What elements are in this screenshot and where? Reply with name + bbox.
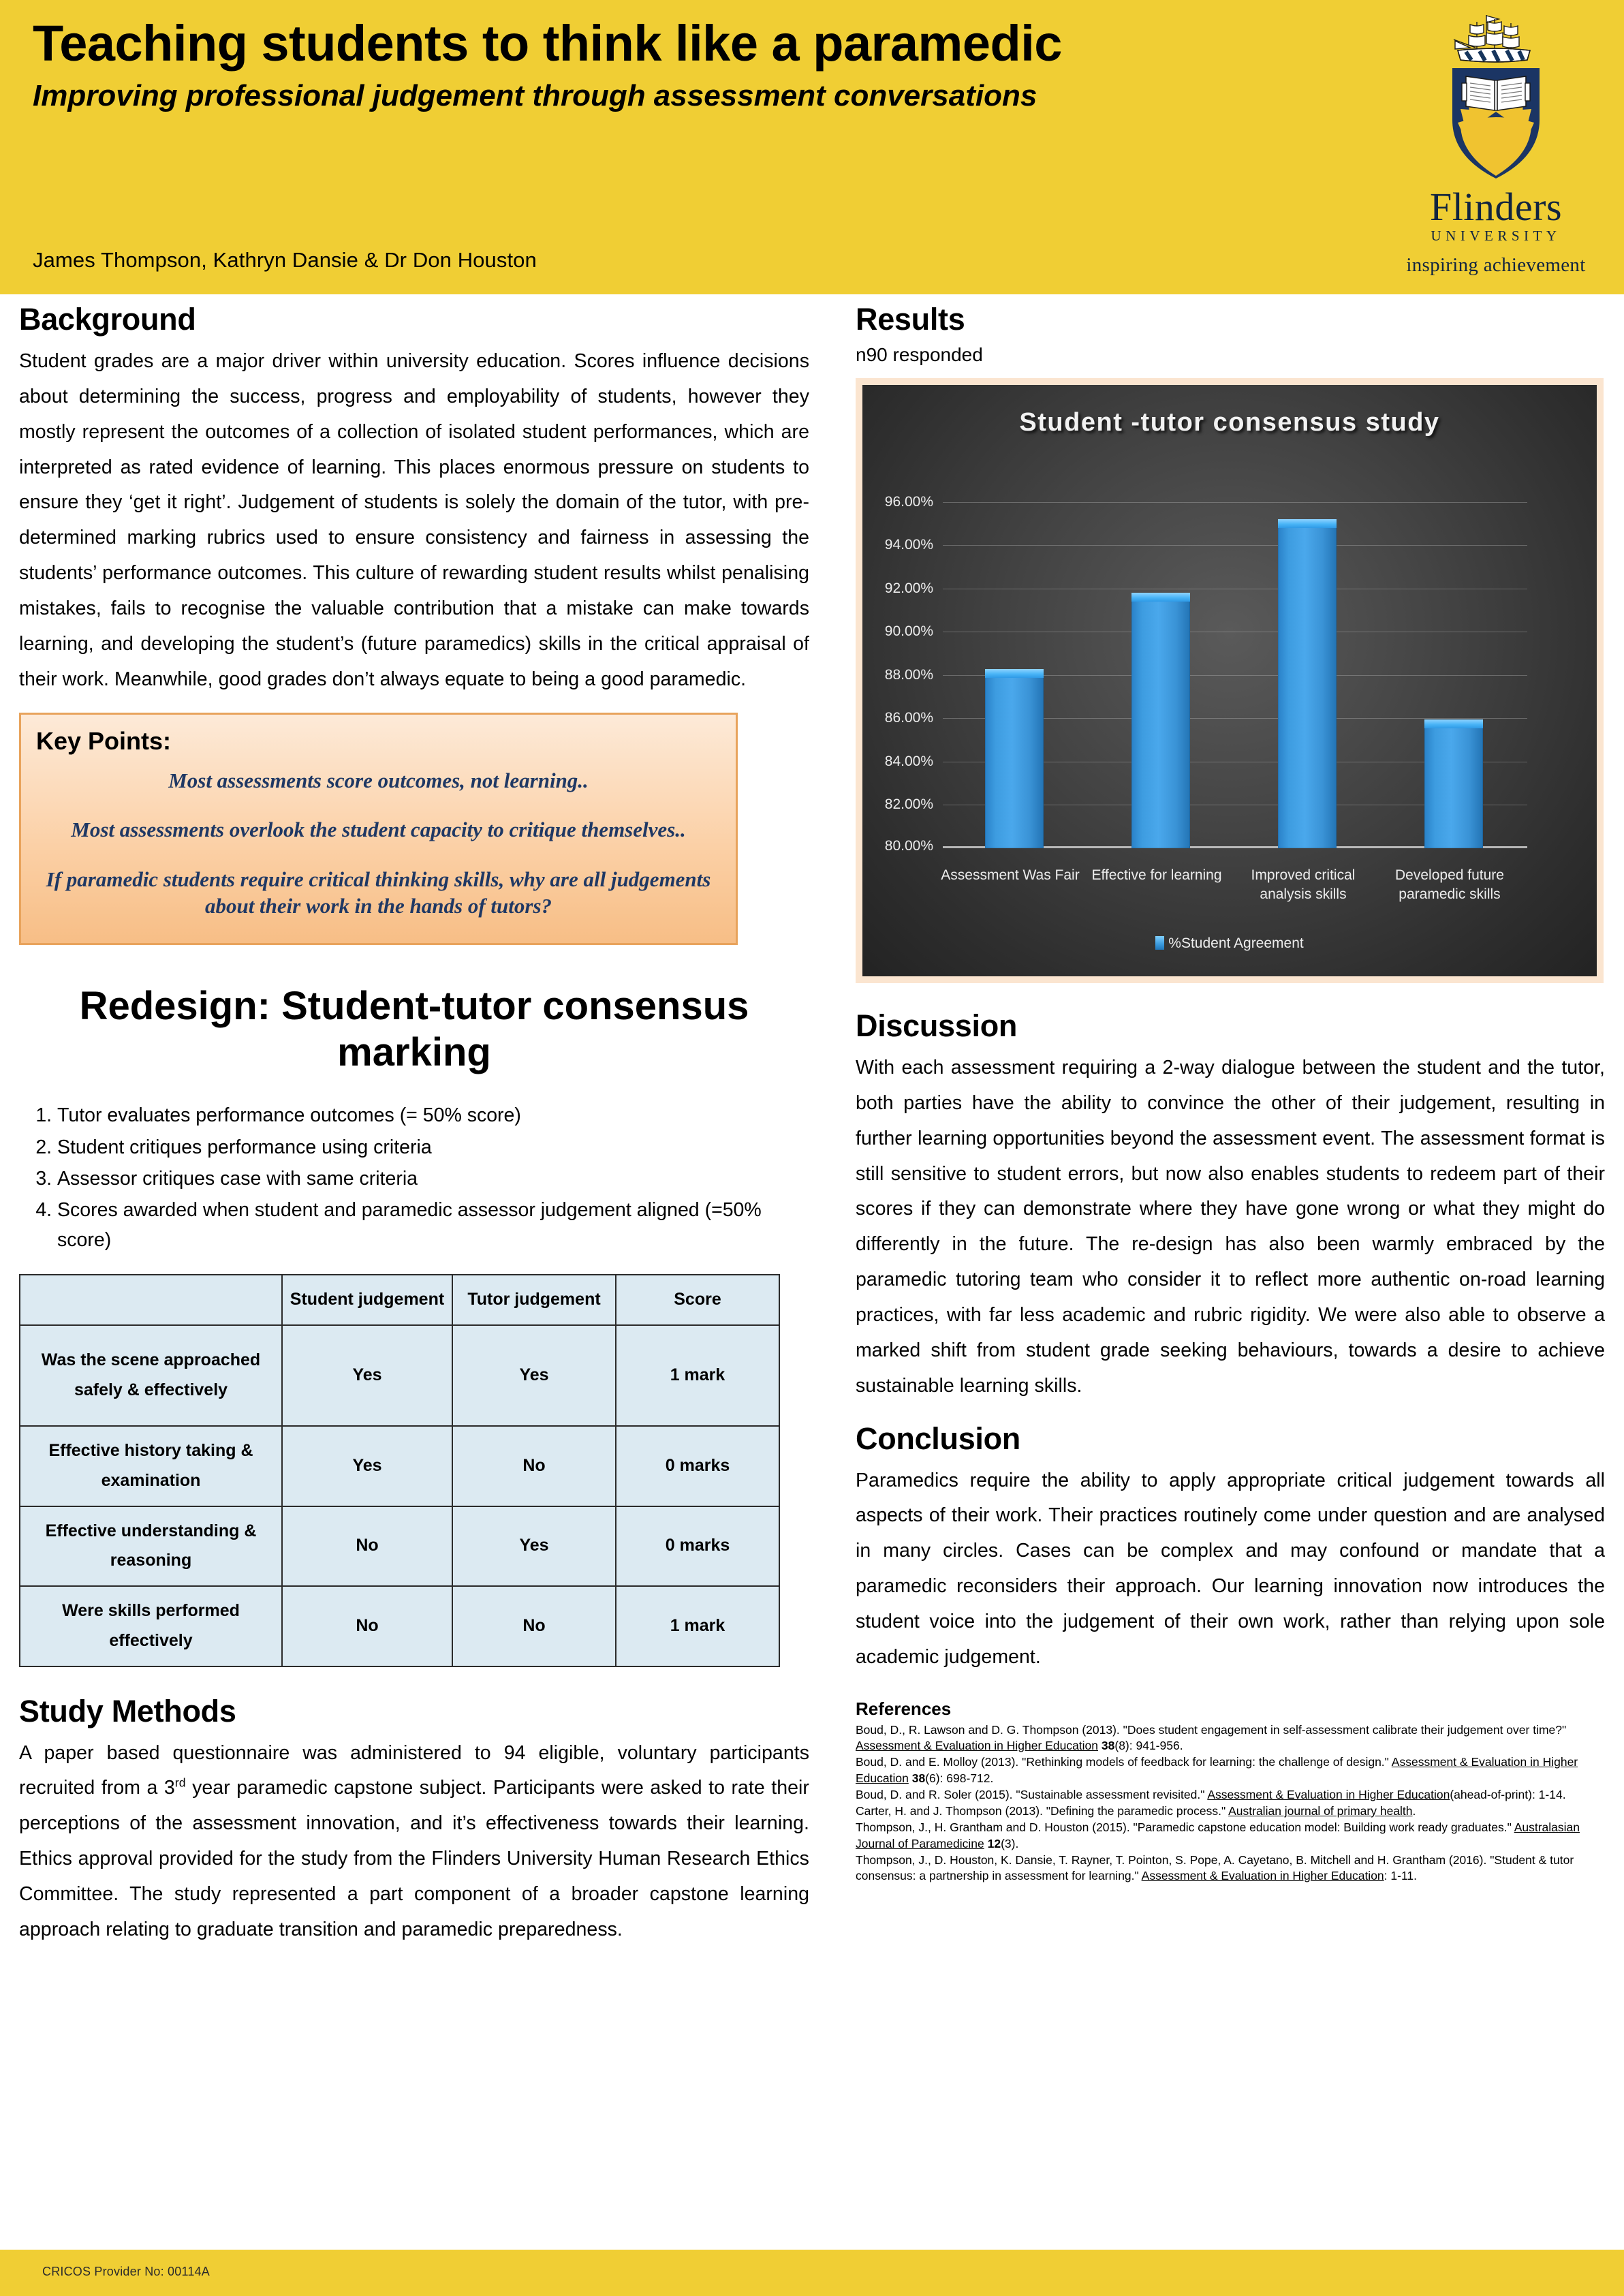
reference-item: Carter, H. and J. Thompson (2013). "Defining the paramedic process." Australian journal of primary health. bbox=[856, 1804, 1416, 1818]
cell-criteria: Effective understanding & reasoning bbox=[20, 1506, 282, 1587]
cell-student-judgement: No bbox=[282, 1506, 452, 1587]
cell-score: 0 marks bbox=[616, 1506, 779, 1587]
cell-score: 1 mark bbox=[616, 1325, 779, 1426]
chart-plot-background bbox=[862, 385, 1597, 976]
y-axis-tick-label: 84.00% bbox=[884, 754, 933, 769]
reference-item: Boud, D. and R. Soler (2015). "Sustainable assessment revisited." Assessment & Evaluation in Higher Education(ahead-of-print): 1-14. bbox=[856, 1787, 1566, 1801]
column-header-tutor-judgement: Tutor judgement bbox=[452, 1275, 616, 1325]
x-axis-tick-label: Improved critical analysis skills bbox=[1251, 867, 1356, 903]
column-header-score: Score bbox=[616, 1275, 779, 1325]
cell-tutor-judgement: Yes bbox=[452, 1506, 616, 1587]
header-text-block bbox=[33, 15, 1368, 114]
author-list: James Thompson, Kathryn Dansie & Dr Don Houston bbox=[33, 248, 537, 272]
references-heading: References bbox=[856, 1698, 952, 1719]
study-methods-heading: Study Methods bbox=[19, 1693, 236, 1728]
right-column bbox=[856, 304, 1605, 1884]
conclusion-text: Paramedics require the ability to apply appropriate critical judgement towards all aspects of their work. Their practices routinely come under question and are analysed in many circles. Cases can be complex and may confound or mandate that a paramedic reconsiders their approach. Our learning innovation now introduces the student voice into the judgement of their own work, rather than relying upon sole academic judgement. bbox=[856, 1469, 1605, 1668]
cell-tutor-judgement: No bbox=[452, 1586, 616, 1666]
references-list bbox=[856, 1722, 1605, 1884]
study-methods-text-part1: A paper based questionnaire was administered to 94 eligible, voluntary participants recruited from a 3 bbox=[19, 1741, 809, 1799]
cricos-provider-text: CRICOS Provider No: 00114A bbox=[42, 2265, 210, 2278]
logo-tagline: inspiring achievement bbox=[1406, 253, 1586, 276]
y-axis-tick-label: 96.00% bbox=[884, 494, 933, 510]
key-point-item: If paramedic students require critical thinking skills, why are all judgements about their work in the hands of tutors? bbox=[46, 867, 711, 918]
key-point-item: Most assessments overlook the student capacity to critique themselves.. bbox=[71, 818, 686, 842]
y-axis-tick-label: 94.00% bbox=[884, 537, 933, 553]
bar-developed-future-paramedic-skills bbox=[1424, 719, 1483, 848]
y-axis-tick-label: 88.00% bbox=[884, 667, 933, 683]
reference-item: Thompson, J., H. Grantham and D. Houston (2015). "Paramedic capstone education model: Building work ready graduates." Australasian Journal of Paramedicine 12(3). bbox=[856, 1820, 1580, 1850]
ordinal-superscript: rd bbox=[174, 1775, 186, 1790]
list-item: 2. Student critiques performance using criteria bbox=[57, 1132, 809, 1162]
x-axis-tick-label: Developed future paramedic skills bbox=[1395, 867, 1504, 903]
study-methods-section bbox=[19, 1693, 809, 1948]
chart-legend bbox=[862, 935, 1597, 952]
table-row bbox=[20, 1426, 779, 1506]
cell-student-judgement: No bbox=[282, 1586, 452, 1666]
cell-student-judgement: Yes bbox=[282, 1325, 452, 1426]
discussion-heading: Discussion bbox=[856, 1008, 1018, 1043]
y-axis-tick-label: 90.00% bbox=[884, 623, 933, 639]
table-row bbox=[20, 1586, 779, 1666]
results-bar-chart bbox=[856, 378, 1604, 983]
respondent-count: n90 responded bbox=[856, 344, 983, 365]
conclusion-section bbox=[856, 1423, 1605, 1675]
legend-label: %Student Agreement bbox=[1168, 935, 1304, 951]
background-heading: Background bbox=[19, 302, 196, 337]
list-item: 4. Scores awarded when student and paramedic assessor judgement aligned (=50% score) bbox=[57, 1195, 809, 1255]
study-methods-text bbox=[19, 1736, 809, 1948]
redesign-steps-list bbox=[26, 1100, 809, 1255]
gridline bbox=[884, 537, 1527, 553]
flinders-university-logo bbox=[1387, 10, 1605, 277]
redesign-heading: Redesign: Student-tutor consensus marking bbox=[79, 983, 749, 1075]
discussion-text: With each assessment requiring a 2-way dialogue between the student and the tutor, both parties have the ability to convince the other of their judgement, resulting in further learning opportunities beyond the assessment event. The assessment format is still sensitive to student errors, but now also enables students to redeem part of their scores if they can demonstrate where they have gone wrong or what they might do differently in the future. The re-design has also been warmly embraced by the paramedic tutoring team who consider it to reflect more authentic on-road learning practices, with far less academic and rubric rigidity. We were also able to observe a marked shift from student grade seeking behaviours, towards a desire to achieve sustainable learning skills. bbox=[856, 1057, 1605, 1397]
discussion-section bbox=[856, 1010, 1605, 1404]
key-points-title: Key Points: bbox=[36, 726, 172, 755]
cell-score: 0 marks bbox=[616, 1426, 779, 1506]
poster-footer bbox=[0, 2250, 1624, 2296]
cell-tutor-judgement: Yes bbox=[452, 1325, 616, 1426]
reference-item: Thompson, J., D. Houston, K. Dansie, T. Rayner, T. Pointon, S. Pope, A. Cayetano, B. Mitchell and H. Grantham (2016). "Student & tutor consensus: a partnership in assessment for learning." Assessment & Evaluation in Higher Education: 1-11. bbox=[856, 1852, 1574, 1883]
flinders-crest-icon bbox=[1428, 10, 1564, 187]
cell-tutor-judgement: No bbox=[452, 1426, 616, 1506]
y-axis-tick-label: 80.00% bbox=[884, 838, 933, 854]
cell-score: 1 mark bbox=[616, 1586, 779, 1666]
bar-assessment-was-fair bbox=[985, 669, 1044, 848]
page-subtitle: Improving professional judgement through assessment conversations bbox=[33, 79, 1037, 113]
list-item: 3. Assessor critiques case with same criteria bbox=[57, 1164, 809, 1194]
background-text: Student grades are a major driver within university education. Scores influence decisions about determining the success, progress and employability of students, however they mostly represent the outcomes of a collection of isolated student performances, which are interpreted as rated evidence of learning. This places enormous pressure on students to ensure they ‘get it right’. Judgement of students is solely the domain of the tutor, with pre-determined marking rubrics used to ensure consistency and fairness in assessing the students’ performance outcomes. This culture of rewarding student results whilst penalising mistakes, fails to recognise the valuable contribution that a mistake can make towards learning, and developing the student’s (future paramedics) skills in the critical appraisal of their work. Meanwhile, good grades don’t always equate to being a good paramedic. bbox=[19, 350, 809, 690]
chart-title: Student -tutor consensus study bbox=[1019, 408, 1440, 437]
column-header-student-judgement: Student judgement bbox=[282, 1275, 452, 1325]
study-methods-text-part2: year paramedic capstone subject. Participants were asked to rate their perceptions of the assessment innovation, and it’s effectiveness towards their learning. Ethics approval provided for the study from the Flinders University Human Research Ethics Committee. The study represented a part component of a broader capstone learning approach relating to graduate transition and paramedic preparedness. bbox=[19, 1777, 809, 1940]
cell-criteria: Effective history taking & examination bbox=[20, 1426, 282, 1506]
key-points-box bbox=[19, 713, 738, 945]
cell-criteria: Was the scene approached safely & effectively bbox=[20, 1325, 282, 1426]
y-axis-tick-label: 92.00% bbox=[884, 580, 933, 596]
x-axis-tick-label: Effective for learning bbox=[1091, 867, 1222, 883]
references-section bbox=[856, 1698, 1605, 1884]
chart-plot-area bbox=[884, 480, 1527, 854]
page-title: Teaching students to think like a paramedic bbox=[33, 15, 1062, 72]
list-item: 1. Tutor evaluates performance outcomes (= 50% score) bbox=[57, 1100, 809, 1130]
poster-header bbox=[0, 0, 1624, 294]
reference-item: Boud, D. and E. Molloy (2013). "Rethinking models of feedback for learning: the challenge of design." Assessment & Evaluation in Higher Education 38(6): 698-712. bbox=[856, 1755, 1578, 1785]
table-header-row bbox=[20, 1275, 779, 1325]
bar-improved-critical-analysis-skills bbox=[1278, 519, 1337, 848]
table-row bbox=[20, 1325, 779, 1426]
cell-criteria: Were skills performed effectively bbox=[20, 1586, 282, 1666]
table-row bbox=[20, 1506, 779, 1587]
conclusion-heading: Conclusion bbox=[856, 1421, 1020, 1456]
logo-university-text: UNIVERSITY bbox=[1431, 227, 1561, 244]
column-header-criteria bbox=[20, 1275, 282, 1325]
x-axis-tick-label: Assessment Was Fair bbox=[941, 867, 1080, 883]
y-axis-tick-label: 82.00% bbox=[884, 796, 933, 812]
consensus-marking-table bbox=[19, 1274, 780, 1666]
cell-student-judgement: Yes bbox=[282, 1426, 452, 1506]
results-heading: Results bbox=[856, 302, 965, 337]
gridline bbox=[884, 494, 1527, 510]
key-point-item: Most assessments score outcomes, not learning.. bbox=[168, 768, 589, 792]
bar-effective-for-learning bbox=[1131, 593, 1190, 848]
logo-wordmark: Flinders bbox=[1429, 185, 1563, 229]
reference-item: Boud, D., R. Lawson and D. G. Thompson (2013). "Does student engagement in self-assessment calibrate their judgement over time?" Assessment & Evaluation in Higher Education 38(8): 941-956. bbox=[856, 1722, 1567, 1753]
legend-color-swatch bbox=[1155, 936, 1164, 950]
left-column bbox=[19, 304, 809, 1948]
y-axis-tick-label: 86.00% bbox=[884, 710, 933, 726]
